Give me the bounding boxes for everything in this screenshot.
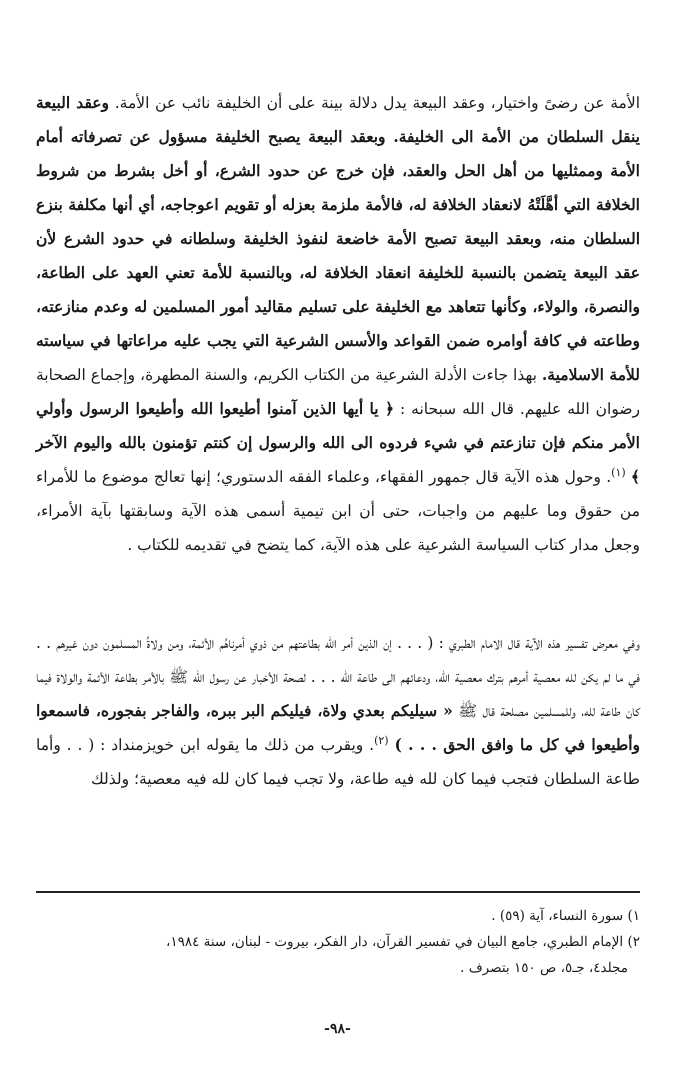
quran-verse: ﴿ يا أيها الذين آمنوا أطيعوا الله وأطيعوا الرسول وأولي الأمر منكم فإن تنازعتم في شيء فردوه الى الله والرسول إن كنتم تؤمنون بالله واليوم الآخر ﴾ xyxy=(36,399,640,486)
sentence-3-bold: أي أنها مكلفة بنزع السلطان منه، وبعقد البيعة تصبح الأمة خاضعة لنفوذ الخليفة وسلطانه في حدود الشرع لأن عقد البيعة يتضمن بالنسبة للخليفة انعقاد الخلافة له، وبالنسبة للأمة تعني العهد على الطاعة، والنصرة، والولاء، وكأنها تتعاهد مع الخليفة على تسليم مقاليد أمور المسلمين له وعدم منازعته، وطاعته في كافة أوامره ضمن القواعد والأسس الشرعية التي يجب عليه مراعاتها في سياسته للأمة الاسلامية. xyxy=(36,195,640,384)
sentence-1: الأمة عن رضىً واختيار، وعقد البيعة يدل دلالة بينة على أن الخليفة نائب عن الأمة. xyxy=(114,94,641,112)
page-number: -٩٨- xyxy=(324,1021,351,1037)
paragraph-text xyxy=(36,626,640,796)
sentence-5: . وحول هذه الآية قال جمهور الفقهاء، وعلماء الفقه الدستوري؛ إنها تعالج موضوع ما للأمراء من حقوق وما عليهم من واجبات، حتى أن ابن تيمية أسمى هذه الآية وسابقتها بآية الأمراء، وجعل مدار كتاب السياسة الشرعية على هذه الآية، كما يتضح في تقديمه للكتاب . xyxy=(36,468,640,554)
paragraph-tabari xyxy=(36,626,640,796)
footnotes xyxy=(36,903,640,981)
footnote-ref-2: (٢) xyxy=(374,733,389,747)
sentence-2-bold: وعقد البيعة ينقل السلطان من الأمة الى الخليفة. وبعقد البيعة يصبح الخليفة مسؤول عن تصرفاته أمام الأمة وممثليها من أهل الحل والعقد، فإن خرج عن حدود الشرع، أو أخل بشرط من شروط الخلافة التي أهَّلَتْهُ لانعقاد الخلافة له، فالأمة ملزمة بعزله أو تقويم اعوجاجه، xyxy=(36,93,640,214)
footnote-2-continued: مجلد٤، جـ٥، ص ١٥٠ بتصرف . xyxy=(460,960,628,976)
paragraph-text xyxy=(36,86,640,562)
footnote-1: ١) سورة النساء، آية (٥٩) . xyxy=(491,908,640,924)
sentence-2: . ويقرب من ذلك ما يقوله ابن خويزمنداد : ( . . وأما طاعة السلطان فتجب فيما كان لله فيه طاعة، ولا تجب فيما كان لله فيه معصية؛ ولذلك xyxy=(36,736,640,788)
hadith-quote: « سيليكم بعدي ولاة، فيليكم البر ببره، والفاجر بفجوره، فاسمعوا وأطيعوا في كل ما وافق الحق . . . ) xyxy=(36,701,641,754)
footnote-divider xyxy=(36,891,640,893)
sentence-1: وفي معرض تفسير هذه الآية قال الامام الطبري : ( . . . إن الذين أمر الله بطاعتهم من ذوي أمرناهُم الأئمة، ومن ولاةُ المسلمون دون غيرهم . . في ما لم يكن لله معصية أمرهم بترك معصية الله، ودعائهم الى طاعة الله . . . لصحة الأخبار عن رسول الله ﷺ بالأمر بطاعة الأئمة والولاة فيما كان طاعة لله، وللمسلمين مصلحة قال ﷺ xyxy=(36,634,640,720)
footnote-2: ٢) الإمام الطبري، جامع البيان في تفسير القرآن، دار الفكر، بيروت - لبنان، سنة ١٩٨٤، xyxy=(165,934,640,950)
footnote-ref-1: (١) xyxy=(611,465,626,479)
sentence-4: بهذا جاءت الأدلة الشرعية من الكتاب الكريم، والسنة المطهرة، وإجماع الصحابة رضوان الله عليهم. قال الله سبحانه : xyxy=(36,366,640,418)
paragraph-bay'a xyxy=(36,86,640,562)
